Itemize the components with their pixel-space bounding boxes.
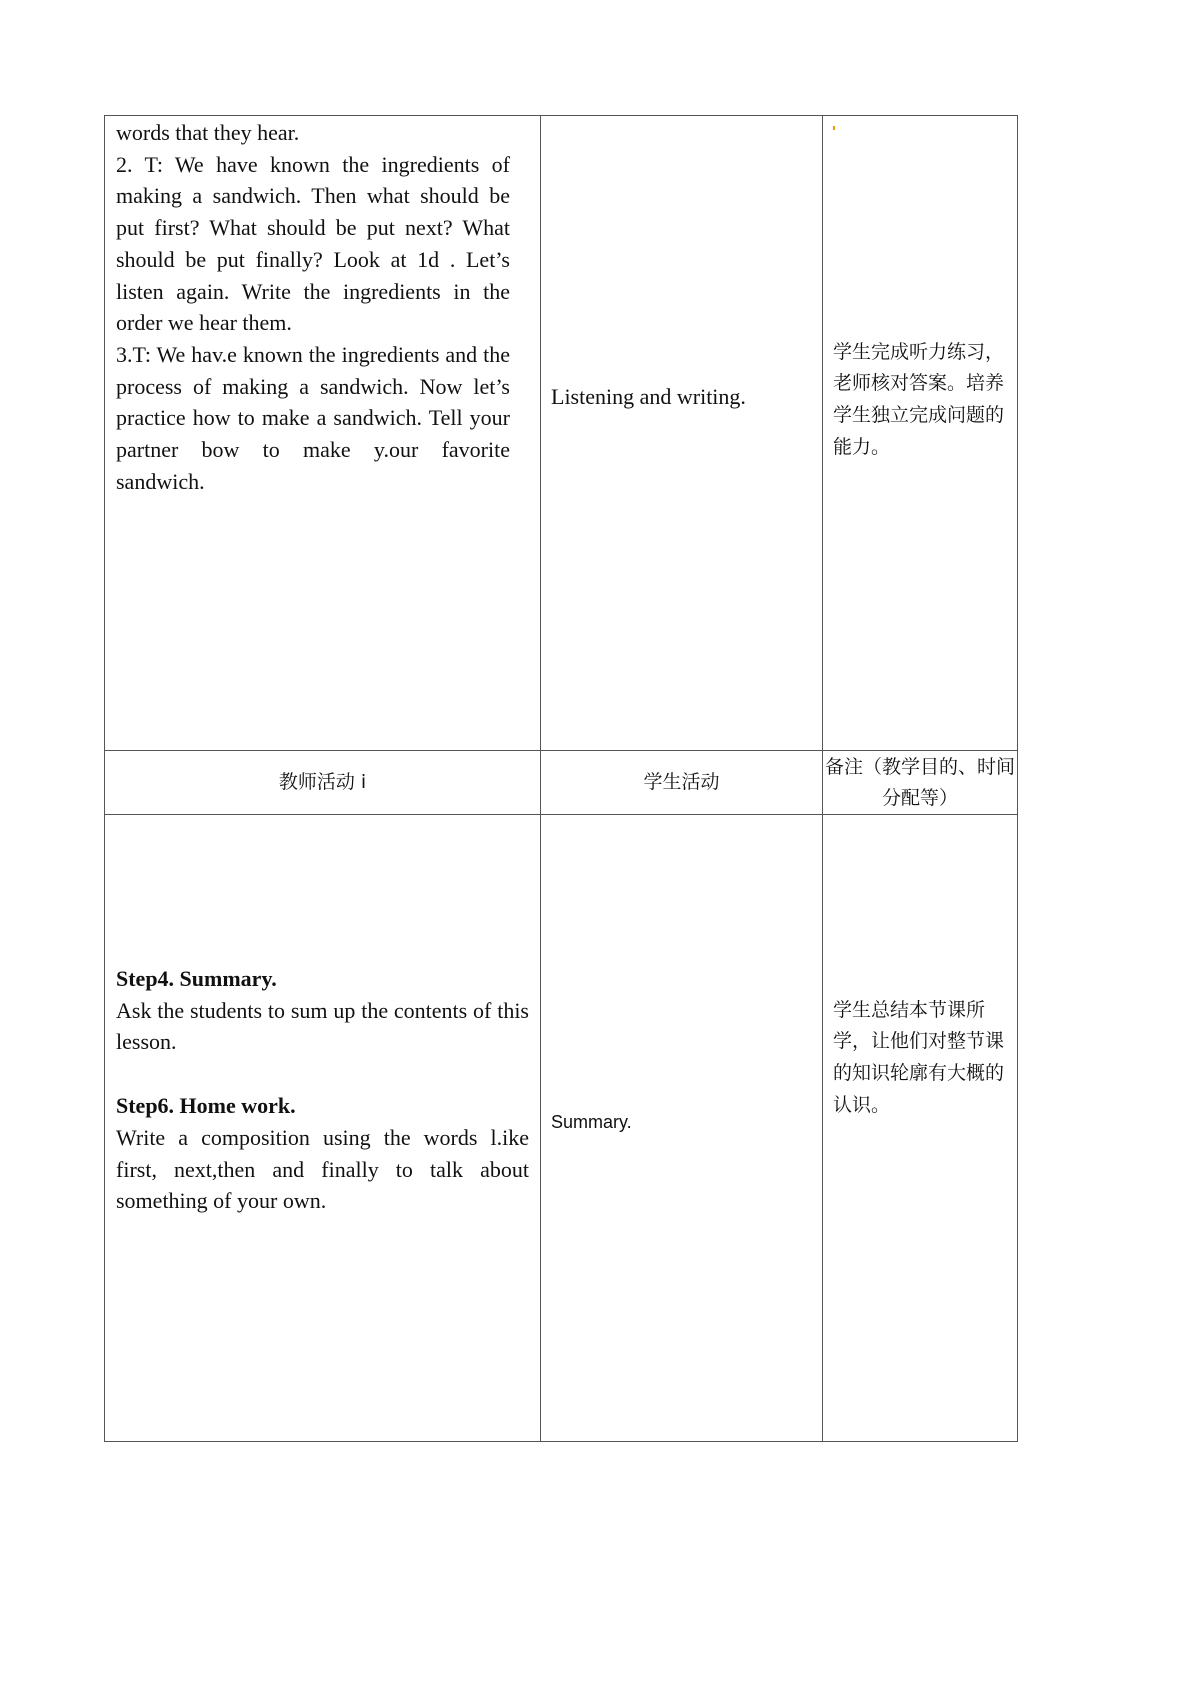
table-row <box>105 815 1018 1442</box>
step6-title: Step6. Home work. <box>116 1093 296 1119</box>
student-activity-text: Listening and writing. <box>551 384 746 409</box>
step4-title: Step4. Summary. <box>116 966 277 992</box>
teacher-line: 3.T: We hav.e known the ingredients and the process of making a sandwich. Now let’s practice how to make a sandwich. Tell your partner bow to make y.our favorite sandwich. <box>116 341 510 494</box>
note-cell <box>823 815 1018 1442</box>
note-cell <box>823 116 1018 751</box>
note-text: 学生完成听力练习，老师核对答案。培养学生独立完成问题的能力。 <box>833 340 1005 458</box>
step4-text: Ask the students to sum up the contents of this lesson. <box>116 997 529 1055</box>
teacher-activity-cell <box>105 815 541 1442</box>
teacher-activity-cell <box>105 116 541 751</box>
student-activity-text: Summary. <box>551 1111 632 1132</box>
student-activity-cell <box>541 815 823 1442</box>
header-student-activity: 学生活动 <box>541 751 823 815</box>
header-note: 备注（教学目的、时间分配等） <box>823 751 1018 815</box>
header-teacher-activity: 教师活动 i <box>105 751 541 815</box>
teacher-line: 2. T: We have known the ingredients of making a sandwich. Then what should be put first? What should be put next? What should be put finally? Look at 1d . Let’s listen again. Write the ingredients in the order we hear them. <box>116 151 510 336</box>
note-text: 学生总结本节课所学，让他们对整节课的知识轮廓有大概的认识。 <box>833 998 1005 1116</box>
step6-text: Write a composition using the words l.ike first, next,then and finally to talk about something of your own. <box>116 1124 529 1214</box>
stray-mark <box>833 126 835 130</box>
student-activity-cell <box>541 116 823 751</box>
table-row <box>105 116 1018 751</box>
lesson-plan-table <box>104 115 1018 1442</box>
header-row <box>105 751 1018 815</box>
teacher-line: words that they hear. <box>116 120 300 145</box>
